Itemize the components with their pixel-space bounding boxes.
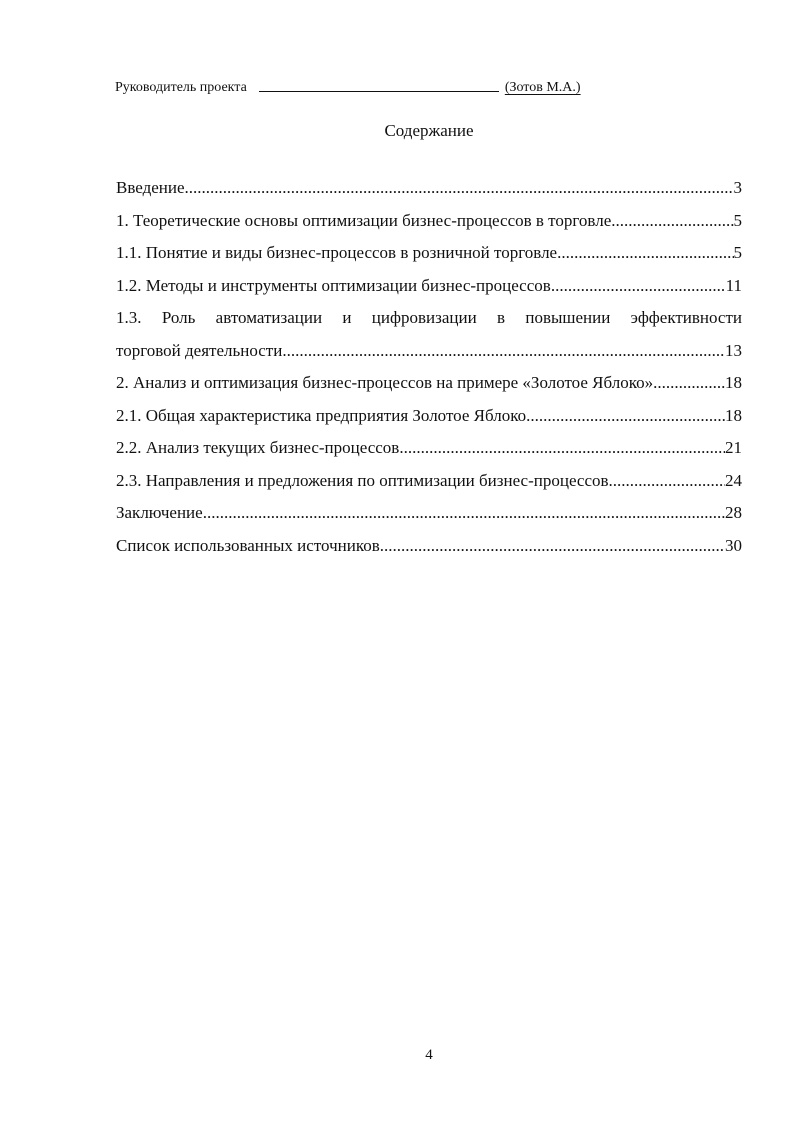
toc-entry-label: Заключение xyxy=(116,503,203,522)
toc-entry[interactable] xyxy=(116,172,742,205)
toc-entry-page: 5 xyxy=(733,243,742,262)
toc-entry-label: Введение xyxy=(116,178,185,197)
toc-entry-label: Список использованных источников xyxy=(116,535,380,555)
toc-entry[interactable] xyxy=(116,270,742,303)
toc-entry[interactable] xyxy=(116,205,742,238)
toc-entry-page: 30 xyxy=(725,535,742,555)
page-number: 4 xyxy=(425,1047,433,1063)
dot-leader xyxy=(203,497,725,530)
dot-leader xyxy=(611,205,733,238)
project-lead-label: Руководитель проекта xyxy=(115,80,247,95)
toc-entry[interactable] xyxy=(116,400,742,433)
toc-entry-page: 24 xyxy=(725,470,742,490)
toc-entry-label: 1. Теоретические основы оптимизации бизнес-процессов в торговле xyxy=(116,210,612,230)
dot-leader xyxy=(609,465,725,498)
toc-entry-label: 1.1. Понятие и виды бизнес-процессов в розничной торговле xyxy=(116,243,558,262)
toc-entry[interactable] xyxy=(116,530,742,563)
toc-entry-page: 3 xyxy=(733,178,742,197)
toc-entry-page: 28 xyxy=(725,503,742,522)
dot-leader xyxy=(185,172,734,205)
toc-entry-label-line1: 1.3. Роль автоматизации и цифровизации в повышении эффективности xyxy=(116,308,742,327)
toc-entry-label: 2.3. Направления и предложения по оптимизации бизнес-процессов xyxy=(116,470,609,490)
dot-leader xyxy=(380,530,725,563)
dot-leader xyxy=(551,270,726,303)
toc-entry-page: 18 xyxy=(725,405,742,425)
signature-header xyxy=(115,77,581,96)
toc-entry[interactable] xyxy=(116,367,742,400)
dot-leader xyxy=(557,237,733,270)
signature-line xyxy=(259,77,499,92)
toc-entry-page: 11 xyxy=(725,275,742,295)
toc-entry-wrapped-line[interactable] xyxy=(116,302,742,335)
dot-leader xyxy=(399,432,725,465)
toc-entry[interactable] xyxy=(116,335,742,368)
toc-entry-label: торговой деятельности xyxy=(116,340,283,360)
dot-leader xyxy=(653,367,725,400)
toc-entry[interactable] xyxy=(116,497,742,530)
toc-entry-label: 1.2. Методы и инструменты оптимизации бизнес-процессов xyxy=(116,275,551,295)
dot-leader xyxy=(282,335,725,368)
toc-entry-page: 18 xyxy=(725,373,742,392)
toc-entry-label: 2.1. Общая характеристика предприятия Золотое Яблоко xyxy=(116,405,527,425)
toc-entry-page: 21 xyxy=(725,438,742,457)
toc-entry[interactable] xyxy=(116,432,742,465)
toc-entry-page: 5 xyxy=(733,210,742,230)
toc-entry-label: 2.2. Анализ текущих бизнес-процессов xyxy=(116,438,400,457)
toc-entry[interactable] xyxy=(116,237,742,270)
toc-title: Содержание xyxy=(384,121,474,140)
toc-entry-page: 13 xyxy=(725,340,742,360)
table-of-contents xyxy=(116,172,742,562)
signature-name: (Зотов М.А.) xyxy=(504,80,581,95)
dot-leader xyxy=(526,400,725,433)
toc-entry-label: 2. Анализ и оптимизация бизнес-процессов на примере «Золотое Яблоко» xyxy=(116,373,654,392)
toc-entry[interactable] xyxy=(116,465,742,498)
